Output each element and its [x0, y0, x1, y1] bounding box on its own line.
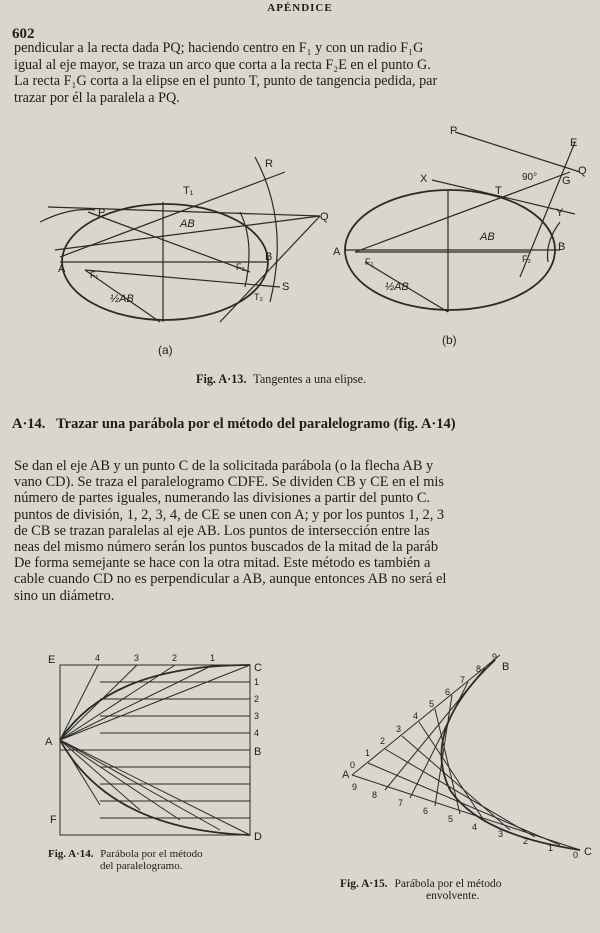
lower-number: 3 — [498, 829, 504, 839]
upper-number: 6 — [445, 687, 451, 697]
figure-a13-diagram — [0, 112, 600, 362]
lower-number: 9 — [352, 782, 358, 792]
label-X-b: X — [420, 173, 428, 185]
paragraph-line: Se dan el eje AB y un punto C de la solicitada parábola (o la flecha AB y — [14, 458, 434, 474]
figure-a14-diagram — [0, 645, 300, 845]
upper-number: 9 — [492, 652, 498, 662]
label-F: F — [50, 814, 57, 826]
upper-number: 2 — [380, 736, 386, 746]
lower-number: 2 — [523, 836, 529, 846]
lower-number: 4 — [472, 822, 478, 832]
label-A-b: A — [333, 246, 341, 258]
label-C: C — [584, 846, 592, 858]
label-B: B — [265, 251, 273, 263]
label-AB: AB — [180, 218, 195, 230]
label-angle-b: 90° — [522, 172, 538, 183]
paragraph-line: neas del mismo número serán los puntos buscados de la mitad de la paráb — [14, 539, 439, 556]
panel-a-sublabel: (a) — [158, 343, 173, 357]
label-D: D — [254, 831, 262, 843]
lower-number: 5 — [448, 814, 454, 824]
label-T1: T₁ — [183, 185, 194, 197]
figure-a14-caption — [48, 848, 288, 872]
paragraph-line: De forma semejante se hace con la otra mitad. Este método es también a — [14, 555, 431, 572]
label-half-AB: ½AB — [110, 293, 134, 305]
caption-label: Fig. A·13. — [196, 372, 247, 386]
section-title: Trazar una parábola por el método del paralelogramo (fig. A·14) — [56, 416, 456, 432]
label-F2: F₂ — [236, 262, 245, 272]
side-number: 4 — [254, 728, 260, 738]
label-R: R — [265, 158, 273, 170]
paragraph-line: cable cuando CD no es perpendicular a AB, aunque entonces AB no será el — [14, 571, 447, 588]
label-A: A — [58, 263, 66, 275]
caption-line: del paralelogramo. — [100, 860, 183, 872]
label-E: E — [48, 654, 56, 666]
paragraph-line: La recta F₁G corta a la elipse en el punto T, punto de tangencia pedida, par — [14, 73, 438, 89]
label-A: A — [45, 736, 53, 748]
label-S: S — [282, 281, 290, 293]
label-G-b: G — [562, 175, 571, 187]
label-Q: Q — [320, 211, 329, 223]
label-T-b: T — [495, 185, 502, 197]
upper-number: 0 — [350, 760, 356, 770]
running-header: APÉNDICE — [267, 2, 333, 14]
lower-number: 7 — [398, 798, 404, 808]
upper-number: 1 — [365, 748, 371, 758]
paragraph-line: puntos de división, 1, 2, 3, 4, de CE se unen con A; y por los puntos 1, 2, 3 — [14, 506, 445, 523]
figure-a15-caption — [340, 878, 600, 902]
paragraph-line: pendicular a la recta dada PQ; haciendo centro en F₁ y con un radio F₁G — [14, 40, 424, 56]
label-P-b: P — [450, 125, 458, 137]
label-B: B — [254, 746, 262, 758]
figure-a13-caption — [196, 372, 366, 387]
top-paragraph — [14, 40, 600, 106]
label-P: P — [98, 207, 106, 219]
paragraph-line: de CB se trazan paralelas al eje AB. Los puntos de intersección entre las — [14, 522, 430, 539]
paragraph-line: igual al eje mayor, se traza un arco que corta a la recta F₂E en el punto G. — [14, 56, 431, 73]
upper-number: 3 — [396, 724, 402, 734]
top-number: 3 — [134, 653, 140, 663]
caption-line: Parábola por el método — [100, 848, 203, 860]
caption-line: envolvente. — [426, 890, 480, 902]
side-number: 2 — [254, 694, 260, 704]
panel-b-sublabel: (b) — [442, 333, 457, 347]
label-half-AB-b: ½AB — [385, 281, 409, 293]
figure-a15-diagram — [330, 650, 600, 865]
label-B: B — [502, 661, 510, 673]
caption-label: Fig. A·15. — [340, 878, 388, 890]
section-heading — [12, 416, 456, 433]
label-T2: T₂ — [254, 292, 263, 302]
caption-line: Parábola por el método — [394, 878, 502, 890]
label-F1-b: F₁ — [365, 257, 374, 267]
lower-number: 0 — [573, 850, 579, 860]
body-paragraph — [14, 458, 600, 604]
caption-text: Tangentes a una elipse. — [253, 372, 367, 386]
upper-number: 4 — [413, 711, 419, 721]
upper-number: 5 — [429, 699, 435, 709]
lower-number: 8 — [372, 790, 378, 800]
side-number: 3 — [254, 711, 260, 721]
label-A: A — [342, 769, 350, 781]
side-number: 1 — [254, 677, 260, 687]
label-C: C — [254, 662, 262, 674]
label-F1: F₁ — [90, 270, 99, 280]
lower-number: 1 — [548, 843, 554, 853]
top-number: 2 — [172, 653, 178, 663]
label-E-b: E — [570, 137, 578, 149]
section-number: A·14. — [12, 416, 46, 432]
page-number: 602 — [12, 26, 35, 42]
paragraph-line: vano CD). Se traza el paralelogramo CDFE. Se dividen CB y CE en el mis — [14, 474, 445, 491]
lower-number: 6 — [423, 806, 429, 816]
paragraph-line: trazar por él la paralela a PQ. — [14, 89, 180, 106]
label-B-b: B — [558, 241, 566, 253]
label-Y-b: Y — [556, 207, 564, 219]
label-F2-b: F₂ — [522, 254, 531, 264]
upper-number: 7 — [460, 675, 466, 685]
caption-label: Fig. A·14. — [48, 848, 94, 860]
paragraph-line: sino un diámetro. — [14, 587, 115, 604]
top-number: 1 — [210, 653, 216, 663]
label-Q-b: Q — [578, 165, 587, 177]
label-AB-b: AB — [480, 231, 495, 243]
paragraph-line: número de partes iguales, numerando las divisiones a partir del punto C. — [14, 490, 431, 507]
upper-number: 8 — [476, 664, 482, 674]
top-number: 4 — [95, 653, 101, 663]
